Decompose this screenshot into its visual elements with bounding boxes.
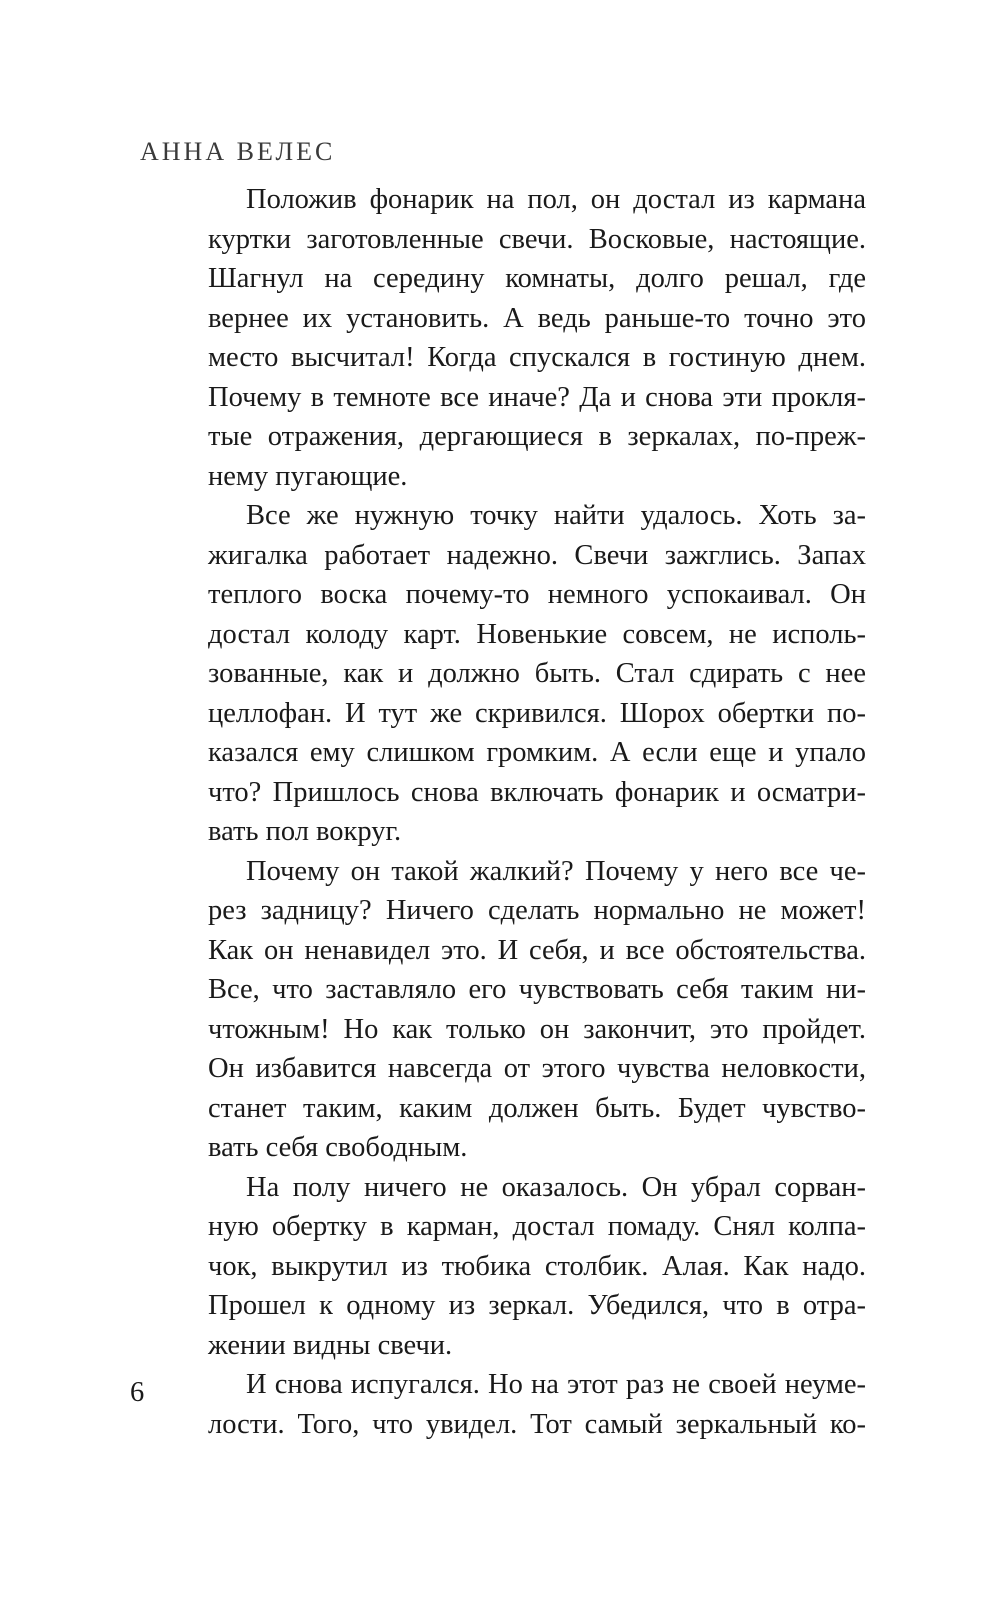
body-text [208, 180, 866, 1444]
text-line: Все, что заставляло его чувствовать себя таким ни- [208, 974, 866, 1005]
text-line: станет таким, каким должен быть. Будет чувство- [208, 1092, 866, 1124]
text-line: ную обертку в карман, достал помаду. Снял колпа- [208, 1211, 866, 1242]
text-line: казался ему слишком громким. А если еще и упало [208, 737, 866, 768]
text-line: достал колоду карт. Новенькие совсем, не исполь- [208, 618, 866, 650]
text-line: Все же нужную точку найти удалось. Хоть за- [246, 500, 866, 531]
text-line: зованные, как и должно быть. Стал сдирать с нее [208, 658, 866, 689]
text-line: чок, выкрутил из тюбика столбик. Алая. Как надо. [208, 1250, 866, 1282]
text-line: тые отражения, дергающиеся в зеркалах, по-преж- [208, 421, 866, 452]
paragraph-1 [208, 180, 866, 496]
text-line: место высчитал! Когда спускался в гостиную днем. [208, 342, 866, 373]
text-line: теплого воска почему-то немного успокаивал. Он [208, 579, 866, 610]
text-line: Он избавится навсегда от этого чувства неловкости, [208, 1053, 866, 1084]
text-line: целлофан. И тут же скривился. Шорох обертки по- [208, 697, 866, 729]
text-line: рез задницу? Ничего сделать нормально не может! [208, 895, 866, 926]
text-line: На полу ничего не оказалось. Он убрал сорван- [246, 1171, 866, 1203]
text-line: Положив фонарик на пол, он достал из кармана [246, 184, 866, 215]
text-line: жении видны свечи. [208, 1329, 453, 1361]
paragraph-2 [208, 496, 866, 852]
text-line: лости. Того, что увидел. Тот самый зеркальный ко- [208, 1408, 866, 1440]
text-line: вать пол вокруг. [208, 816, 402, 847]
paragraph-4 [208, 1168, 866, 1366]
text-line: И снова испугался. Но на этот раз не своей неуме- [246, 1369, 866, 1400]
text-line: куртки заготовленные свечи. Восковые, настоящие. [208, 223, 866, 255]
paragraph-3 [208, 852, 866, 1168]
text-line: Шагнул на середину комнаты, долго решал, где [208, 263, 866, 294]
text-line: Как он ненавидел это. И себя, и все обстоятельства. [208, 934, 866, 966]
text-line: Прошел к одному из зеркал. Убедился, что в отра- [208, 1290, 866, 1321]
text-line: вернее их установить. А ведь раньше-то точно это [208, 302, 866, 334]
text-line: Почему он такой жалкий? Почему у него все че- [246, 855, 866, 887]
text-line: жигалка работает надежно. Свечи зажглись. Запах [208, 539, 866, 571]
text-line: что? Пришлось снова включать фонарик и осматри- [208, 776, 866, 808]
paragraph-5 [208, 1365, 866, 1444]
text-line: чтожным! Но как только он закончит, это пройдет. [208, 1013, 866, 1045]
text-line: Почему в темноте все иначе? Да и снова эти прокля- [208, 381, 866, 413]
page-number: 6 [130, 1377, 145, 1408]
running-head-author: АННА ВЕЛЕС [140, 137, 336, 166]
text-line: вать себя свободным. [208, 1132, 468, 1163]
text-line: нему пугающие. [208, 460, 408, 492]
